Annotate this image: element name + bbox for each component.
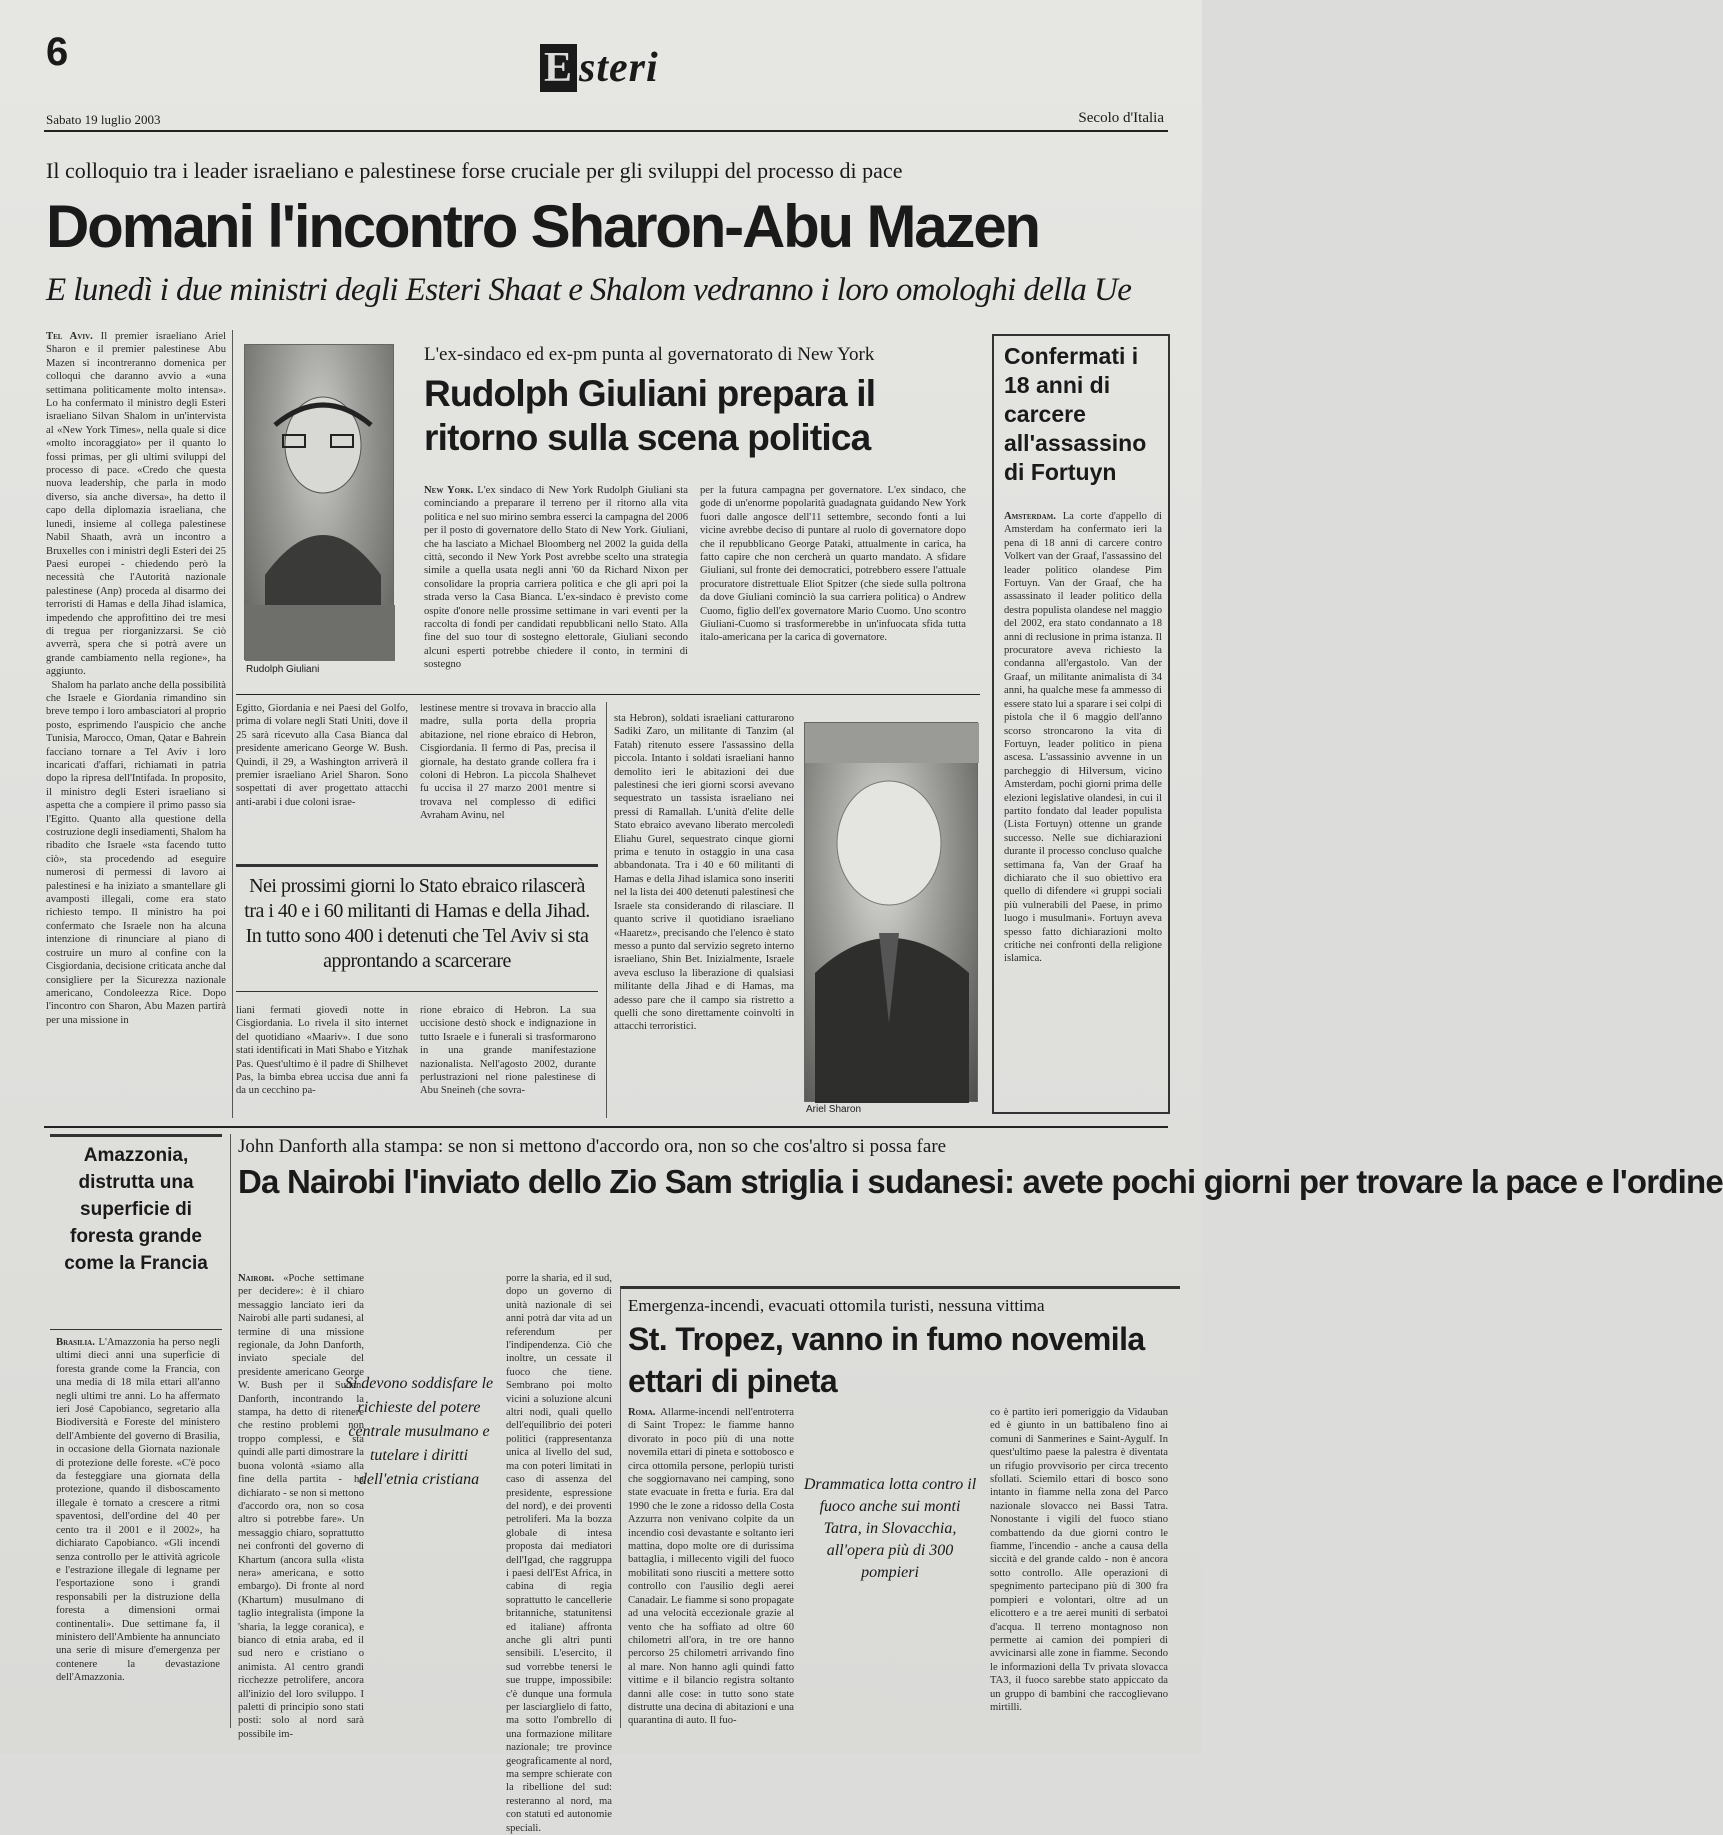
sudan-kicker: John Danforth alla stampa: se non si mettono d'accordo ora, non so che cos'altro si possa fare <box>238 1136 947 1157</box>
giuliani-column-2 <box>700 484 966 684</box>
lead-pullquote: Nei prossimi giorni lo Stato ebraico rilascerà tra i 40 e i 60 militanti di Hamas e della Jihad. In tutto sono 400 i detenuti che Tel Aviv si sta approntando a scarcerare <box>244 875 590 972</box>
giuliani-column-2-text: per la futura campagna per governatore. L'ex sindaco, che gode di un'enorme popolarità guadagnata guidando New York fuori dalle angosce dell'11 settembre, secondo fonti a lui vicine avrebbe deciso di puntare al ruolo di governatore dopo che il repubblicano George Pataki, attualmente in carica, ha fatto capire che non cercherà un quarto mandato. A sfidare Giuliani, sul fronte dei democratici, potrebbero essere l'attuale procuratore distrettuale Eliot Spitzer (che siede sulla poltrona da dove Giuliani cominciò la sua carriera politica) o Andrew Cuomo, figlio dell'ex governatore Mario Cuomo. Uno scontro Giuliani-Cuomo si trasformerebbe in un'infuocata sfida tutta italo-americana per la carica di governatore. <box>700 485 966 644</box>
giuliani-photo <box>244 344 394 660</box>
tropez-column-2 <box>990 1406 1168 1726</box>
sudan-column-2 <box>506 1272 612 1834</box>
fortuyn-headline: Confermati i 18 anni di carcere all'assassino di Fortuyn <box>1004 343 1147 485</box>
lead-column-4-text: sta Hebron), soldati israeliani catturarono Sadiki Zaro, un militante di Tanzim (al Fatah) ritenuto essere l'assassino della piccola. Intanto i soldati israeliani hanno demolito ieri le abitazioni dei due palestinesi che ieri giorni scorsi avevano sequestrato un tassista israeliano nei pressi di Ramallah. L'unità d'elite delle Stato ebraico avevano liberato mercoledì Eliahu Gurel, sequestrato cinque giorni prima e tenuto in ostaggio in una casa abbandonata. Tra i 40 e 60 militanti di Hamas e della Jihad islamica sono inseriti nel la lista dei 400 detenuti palestinesi che Israele sta considerando di rilasciare. Il quanto scrive il quotidiano israeliano «Haaretz», precisando che l'elenco è stato messo a punto dal servizio segreto interno israeliano, Shin Bet. Inizialmente, Israele aveva escluso la liberazione di qualsiasi militante della Jihad e di Hamas, ma adesso pare che il campo sia ristretto a quelli che sono direttamente coinvolti in attacchi terroristici. <box>614 713 794 1033</box>
lead-subhead: E lunedì i due ministri degli Esteri Shaat e Shalom vedranno i loro omologhi della Ue <box>46 272 1132 308</box>
lead-column-2 <box>236 702 408 860</box>
fortuyn-body: La corte d'appello di Amsterdam ha confermato ieri la pena di 18 anni di carcere contro Volkert van der Graaf, l'assassino del leader politico olandese Pim Fortuyn. Van der Graaf, che ha assassinato il leader politico della destra populista olandese nel maggio del 2002, era stato condannato a 18 anni di reclusione in prima istanza. Il procuratore aveva richiesto la condanna all'ergastolo. Van der Graaf, un militante animalista di 34 anni, ha qualche mese fa ammesso di essere stato lui a sparare i sei colpi di pistola che il 6 maggio dell'anno scorso stroncarono la vita di Fortuyn, leader politico in piena ascesa. L'assassinio avvenne in un parcheggio di Hilversum, vicino Amsterdam, pochi giorni prima delle elezioni legislative olandesi, in cui il partito fondato dal leader populista (Lista Fortuyn) ottenne un grande successo. Nelle sue dichiarazioni durante il processo concluso qualche settimana fa, Van der Graaf ha dichiarato che il suo obiettivo era quello di difendere «i gruppi sociali più vulnerabili del Paese, in primo luogo i musulmani». Fortuyn aveva spesso fatto dichiarazioni molto critiche nei confronti della religione islamica. <box>1004 511 1162 965</box>
masthead-rule <box>44 130 1168 132</box>
sudan-column-1 <box>238 1272 364 1740</box>
giuliani-column-1-text: L'ex sindaco di New York Rudolph Giuliani sta cominciando a preparare il terreno per il ritorno alla vita politica e nel suo mirino sembra esserci la campagna del 2006 per il posto di governatore dello Stato di New York. Giuliani, che ha lasciato a Michael Bloomberg nel 2002 la guida della città, secondo il New York Post avrebbe scelto una strategia simile a quella usata negli anni '60 da Richard Nixon per consolidare la propria carriera politica e che gli aprì poi la strada verso la Casa Bianca. L'ex-sindaco è previsto come ospite d'onore nelle prossime settimane in vari eventi per la raccolta di fondi per candidati repubblicani nello Stato. Alla fine del suo tour di sostegno elettorale, Giuliani secondo alcuni esperti potrebbe chiedere il conto, in termini di sostegno <box>424 485 688 671</box>
tropez-column-2-text: co è partito ieri pomeriggio da Vidauban ed è giunto in un battibaleno fino ai comuni di Sanmerines e Saint-Aygulf. In quest'ultimo paese la palestra è diventata un rifugio provvisorio per circa trecento sfollati. Sciemilo ettari di bosco sono intanto in fiamme nella zona del Parco nazionale slovacco nei Bassi Tatra. Nonostante i vigili del fuoco stiano combattendo da due giorni contro le fiamme, l'incendio - anche a causa della siccità e del grande caldo - non è ancora sotto controllo. Alle operazioni di spegnimento partecipano più di 300 fra pompieri e volontari, oltre ad un elicottero e a tre aerei muniti di serbatoi d'acqua. Il terreno montagnoso non permette ai camion dei pompieri di avvicinarsi alle zone in fiamme. Secondo le informazioni della Tv privata slovacca TA3, il fuoco sarebbe stato appiccato da un gruppo di bambini che raccoglievano mirtilli. <box>990 1407 1168 1713</box>
sudan-column-2-text: porre la sharia, ed il sud, dopo un governo di unità nazionale di sei anni potrà dar vita ad un referendum per l'indipendenza. Ciò che inoltre, un cessate il fuoco che tiene. Sembrano poi molto vicini a soluzione alcuni altri nodi, quali quello dell'equilibrio dei poteri politici (rappresentanza unica al livello del sud, ma con poteri limitati in caso di assenza del presidente, espressione del nord), e dei proventi petroliferi. Ma la bozza globale di intesa proposta dai mediatori dell'Igad, che raggruppa i paesi dell'Est Africa, in cabina di regia soprattutto le cancellerie britanniche, statunitensi ed italiane) affronta anche gli altri punti sensibili. L'esercito, il sud vorrebbe tenersi le sue truppe, impossibile: c'è dunque una formula per lasciarglielo di fatto, ma sotto l'ombrello di una formazione militare nazionale; tre province geograficamente al nord, ma sempre schierate con la ribellione del sud: resteranno al nord, ma con statuti ed autonomie speciali. <box>506 1273 612 1834</box>
giuliani-dateline: New York. <box>424 485 474 496</box>
giuliani-column-1 <box>424 484 688 684</box>
section-title <box>540 44 659 92</box>
lead-column-3b-text: rione ebraico di Hebron. La sua uccisione destò shock e indignazione in tutto Israele e i funerali si trasformarono in una grande manifestazione nazionalista. Nell'agosto 2002, durante perlustrazioni nel rione palestinese di Abu Sneineh (che sovra- <box>420 1005 596 1097</box>
lead-column-2b-text: liani fermati giovedì notte in Cisgiordania. Lo rivela il sito internet del quotidiano «Maariv». I due sono stati identificati in Mati Shabo e Yitzhak Pas. Quest'ultimo è il padre di Shilhevet Pas, la bimba ebrea uccisa due anni fa da un cecchino pa- <box>236 1005 408 1097</box>
amazon-dateline: Brasilia. <box>56 1337 95 1348</box>
lead-column-3 <box>420 702 596 860</box>
lead-column-1-text-b: Shalom ha parlato anche della possibilità che Israele e Giordania rimandino sin breve tempo i loro ambasciatori al proprio posto, esprimendo l'auspicio che anche Tunisia, Marocco, Oman, Qatar e Bahrein facciano tornare a Tel Aviv i loro incaricati d'affari, richiamati in patria dopo la ripresa dell'Intifada. In proposito, il ministro degli Esteri israeliano si aspetta che a compiere il primo passo sia l'Egitto. Quanto alla questione della costruzione degli insediamenti, Shalom ha ribadito che Israele «sta facendo tutto ciò», sta procedendo ad eseguire numerosi di permessi di lavoro ai palestinesi e ha iniziato a smantellare gli avamposti illegali, come era stato richiesto tempo. Il ministro ha poi confermato che Israele non ha alcuna intenzione di rinunciare al piano di costruire un muro al confine con la Cisgiordania, decisione criticata anche dal consigliere per la Sicurezza nazionale americano, Condoleezza Rice. Dopo l'incontro con Sharon, Abu Mazen partirà per una missione in <box>46 679 227 1026</box>
lead-column-1-text: Il premier israeliano Ariel Sharon e il premier palestinese Abu Mazen si incontreranno domenica per colloqui che daranno avvio a «una settimana politicamente molto intensa». Lo ha confermato il ministro degli Esteri israeliano Silvan Shalom in un'intervista al «New York Times», nella quale si dice «molto incoraggiato» per il quanto lo fossi primas, per gli ultimi sviluppi del processo di pace. «Credo che questa nuova leadership, che parla in modo diverso, sia anche diversa», ha detto il capo della diplomazia israeliana, che lunedì, insieme al collega palestinese Nabil Shaath, avrà un incontro a Bruxelles con i ministri degli Esteri dei 25 Paesi europei - chiedendo però la necessità che l'Autorità nazionale palestinese (Anp) proceda al disarmo dei terroristi di Hamas e della Jihad islamica, impedendo che approfittino dei tre mesi di tregua per riorganizzarsi. Se ciò avverrà, spera che si potrà avere un grande cambiamento nella regione», ha aggiunto. <box>46 331 226 678</box>
lead-column-2-text: Egitto, Giordania e nei Paesi del Golfo, prima di volare negli Stati Uniti, dove il 25 sarà ricevuto alla Casa Bianca dal presidente americano George W. Bush. Quindi, il 29, a Washington arriverà il premier israeliano Ariel Sharon. Sono sospettati di aver progettato attacchi anti-arabi i due coloni israe- <box>236 703 408 808</box>
tropez-kicker: Emergenza-incendi, evacuati ottomila turisti, nessuna vittima <box>628 1296 1045 1315</box>
sharon-photo <box>804 722 978 1102</box>
column-rule <box>232 330 233 1118</box>
fortuyn-dateline: Amsterdam. <box>1004 511 1056 522</box>
tropez-pullquote: Drammatica lotta contro il fuoco anche sui monti Tatra, in Slovacchia, all'opera più di 300 pompieri <box>803 1476 977 1581</box>
column-rule <box>606 702 607 1118</box>
fortuyn-text <box>1004 510 1162 1104</box>
giuliani-portrait-icon <box>245 345 395 661</box>
sudan-pullquote: Si devono soddisfare le richieste del potere centrale musulmano e tutelare i diritti dell'etnia cristiana <box>344 1375 494 1488</box>
section-initial: E <box>540 44 577 92</box>
giuliani-headline: Rudolph Giuliani prepara il ritorno sulla scena politica <box>424 373 876 458</box>
amazon-body: L'Amazzonia ha perso negli ultimi dieci anni una superficie di foresta grande come la Francia, con una media di 18 mila ettari all'anno negli ultimi tre anni. Lo ha affermato ieri José Capobianco, segretario alla Biodiversità e Foreste del ministero dell'Ambiente del governo di Brasilia, in occasione della Giornata nazionale di protezione delle foreste. «C'è poco da festeggiare una giornata della protezione, quando il disboscamento illegale è tornato a crescere a ritmi spaventosi, dell'ordine del 40 per cento tra il 2001 e il 2002», ha dichiarato Capobianco. «Gli incendi senza controllo per le attività agricole e l'estrazione illegale di legname per l'esportazione sono i grandi responsabili per la distruzione della foresta a dimensioni ormai continentali». Due settimane fa, il ministero dell'Ambiente ha annunciato una serie di misure d'emergenza per contenere la devastazione dell'Amazzonia. <box>56 1337 221 1684</box>
lead-dateline: Tel Aviv. <box>46 331 93 342</box>
amazon-text <box>56 1336 220 1726</box>
column-rule <box>230 1134 231 1728</box>
issue-date: Sabato 19 luglio 2003 <box>46 112 161 127</box>
lead-column-3-text: lestinese mentre si trovava in braccio alla madre, sulla porta della propria abitazione, nel rione ebraico di Hebron, Cisgiordania. Il fermo di Pas, precisa il giornale, ha destato grande collera fra i coloni di Hebron. La piccola Shalhevet fu uccisa il 27 marzo 2001 mentre si trovava nel complesso di edifici Avraham Avinu, nel <box>420 703 596 822</box>
lead-column-2b <box>236 1004 408 1118</box>
sudan-headline: Da Nairobi l'inviato dello Zio Sam striglia i sudanesi: avete pochi giorni per trovare la pace e l'ordine <box>238 1163 1723 1200</box>
sharon-portrait-icon <box>805 723 979 1103</box>
page-number: 6 <box>46 30 69 74</box>
lead-column-1 <box>46 330 226 1118</box>
tropez-headline: St. Tropez, vanno in fumo novemila ettari di pineta <box>628 1321 1145 1399</box>
paper-name: Secolo d'Italia <box>1078 110 1164 126</box>
tropez-dateline: Roma. <box>628 1407 656 1418</box>
tropez-column-1 <box>628 1406 794 1726</box>
tropez-column-1-text: Allarme-incendi nell'entroterra di Saint Tropez: le fiamme hanno divorato in poco più di una notte novemila ettari di pineta e sottobosco e circa ottomila persone, perlopiù turisti che soggiornavano nei camping, sono state evacuate in fretta e furia. Era dal 1990 che le zone a ridosso della Costa Azzurra non venivano colpite da un incendio così devastante e soltanto ieri mattina, dopo molte ore di durissima battaglia, i millecento vigili del fuoco mobilitati sono riusciti a mettere sotto controllo con l'ausilio degli aerei Canadair. Le fiamme si sono propagate ad una velocità eccezionale grazie al vento che ha soffiato ad oltre 60 chilometri all'ora, in tre ore hanno percorso 25 chilometri arrivando fino al mare. Non hanno agli quindi fatto vittime e il bilancio registra soltanto danni alle cose: in tutto sono state distrutte una decina di abitazioni e una quarantina di auto. Il fuo- <box>628 1407 794 1727</box>
section-rule <box>44 1126 1168 1128</box>
lead-headline: Domani l'incontro Sharon-Abu Mazen <box>46 193 1039 260</box>
giuliani-bottom-rule <box>236 694 980 695</box>
amazon-headline: Amazzonia, distrutta una superficie di foresta grande come la Francia <box>64 1145 208 1274</box>
sudan-dateline: Nairobi. <box>238 1273 274 1284</box>
lead-kicker: Il colloquio tra i leader israeliano e palestinese forse cruciale per gli sviluppi del processo di pace <box>46 158 903 183</box>
sudan-column-1-text: «Poche settimane per decidere»: è il chiaro messaggio lanciato ieri da Nairobi alle parti sudanesi, al termine di una missione regionale, da John Danforth, inviato speciale del presidente americano George W. Bush per il Sudan. Danforth, incontrando la stampa, ha detto di ritenere che restino problemi non troppo complessi, e sta quindi alle parti dimostrare la buona volontà «siamo alla fine della partita - ha dichiarato - se non si mettono d'accordo ora, non so cosa altro si potrebbe fare». Un messaggio chiaro, soprattutto nei confronti del governo di Khartum (ancora sulla «lista nera» americana, e sotto embargo). Di fronte al nord (Khartum) musulmano di taglio integralista (impone la 'sharia, la legge coranica), e bianco di etnia araba, ed il sud nero e cristiano o animista. Al centro grandi ricchezze petrolifere, ancora all'inizio del loro sviluppo. I paletti di principio sono stati posti: solo al nord sarà possibile im- <box>238 1273 364 1740</box>
lead-column-4 <box>614 712 794 1118</box>
giuliani-kicker: L'ex-sindaco ed ex-pm punta al governatorato di New York <box>424 344 875 365</box>
sharon-caption: Ariel Sharon <box>806 1104 862 1115</box>
lead-column-3b <box>420 1004 596 1118</box>
giuliani-caption: Rudolph Giuliani <box>246 664 320 675</box>
section-title-rest: steri <box>579 45 659 91</box>
